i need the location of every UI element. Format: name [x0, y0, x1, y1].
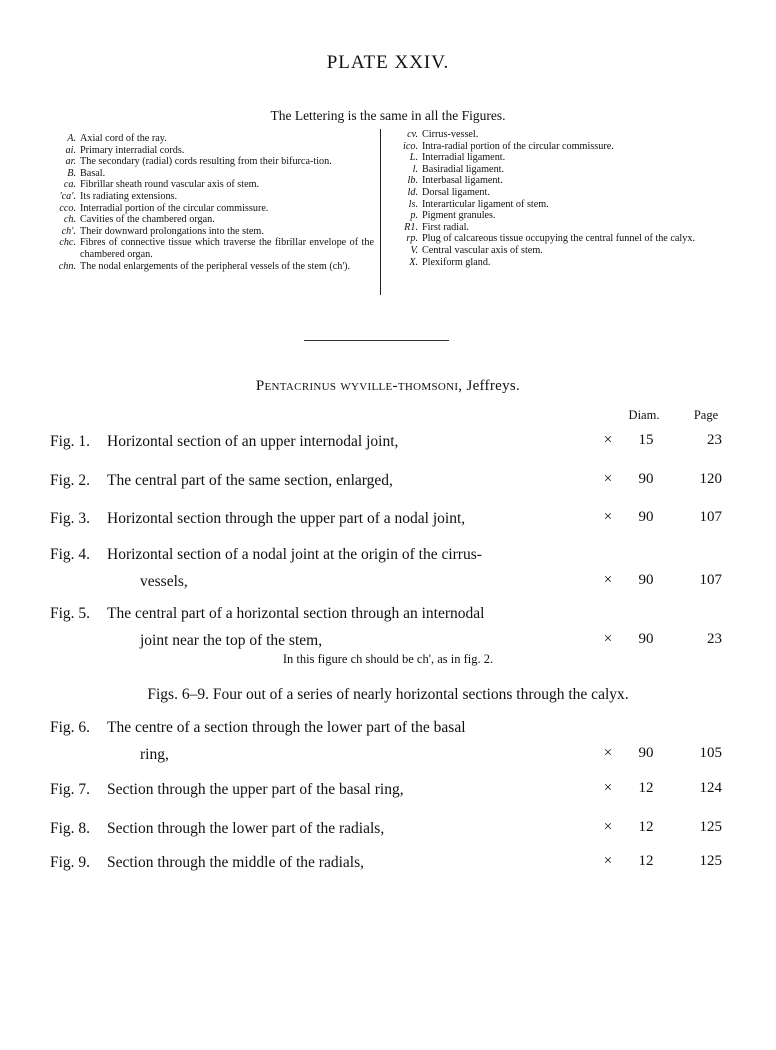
legend-entry: [388, 175, 728, 187]
page-reference: 105: [699, 745, 722, 761]
legend-entry: [46, 237, 374, 260]
figure-caption: [50, 505, 580, 532]
figure-caption: [50, 467, 580, 494]
legend-abbr: chn.: [58, 260, 76, 272]
magnification-value: 90: [638, 509, 654, 525]
legend-desc: Plug of calcareous tissue occupying the central funnel of the calyx.: [422, 233, 695, 245]
legend-desc: Pigment granules.: [422, 210, 496, 222]
legend-abbr: cv.: [407, 129, 418, 140]
legend-entry: [46, 203, 374, 215]
legend-desc: Interradial portion of the circular commissure.: [80, 202, 269, 214]
legend-desc: Dorsal ligament.: [422, 186, 490, 198]
page-reference: 107: [699, 509, 722, 525]
figure-caption: [50, 714, 580, 768]
figure-caption-line: Horizontal section through the upper part of a nodal joint,: [107, 510, 466, 527]
legend-desc: Cavities of the chambered organ.: [80, 214, 215, 226]
legend-entry: [388, 245, 728, 257]
legend-entry: [46, 145, 374, 157]
figure-number: Fig. 6.: [50, 719, 91, 736]
legend-desc: The nodal enlargements of the peripheral vessels of the stem (ch').: [80, 260, 351, 272]
figure-number: Fig. 1.: [50, 433, 91, 450]
figure-number: Fig. 3.: [50, 510, 91, 527]
page-reference: 125: [699, 819, 722, 835]
figure-number: Fig. 7.: [50, 781, 91, 798]
magnification-value: 90: [638, 471, 654, 487]
legend-entry: [388, 199, 728, 211]
multiplier-sign: ×: [603, 572, 613, 588]
legend-abbr: X.: [409, 256, 418, 268]
multiplier-sign: ×: [603, 745, 613, 761]
legend-left-column: [46, 133, 374, 272]
legend-entry: [46, 133, 374, 145]
page-reference: 107: [699, 572, 722, 588]
species-author: Jeffreys.: [466, 378, 521, 394]
legend-desc: Its radiating extensions.: [80, 190, 178, 202]
legend-desc: Axial cord of the ray.: [80, 133, 167, 144]
legend-abbr: lb.: [407, 175, 418, 187]
figure-caption-line: The centre of a section through the lower part of the basal: [107, 719, 466, 736]
legend-abbr: ch'.: [61, 225, 76, 237]
section-rule: [304, 340, 449, 341]
magnification-value: 90: [638, 631, 654, 647]
figure-caption-line: Section through the lower part of the radials,: [107, 820, 385, 837]
multiplier-sign: ×: [603, 432, 613, 448]
page-reference: 125: [699, 853, 722, 869]
legend-entry: [46, 261, 374, 273]
legend-entry: [388, 233, 728, 245]
legend-desc: Basiradial ligament.: [422, 163, 505, 175]
page-reference: 124: [699, 780, 722, 796]
multiplier-sign: ×: [603, 471, 613, 487]
magnification-value: 90: [638, 745, 654, 761]
lettering-heading: The Lettering is the same in all the Figures.: [270, 108, 506, 123]
figure-number: Fig. 5.: [50, 605, 91, 622]
legend-abbr: V.: [410, 244, 418, 256]
multiplier-sign: ×: [603, 853, 613, 869]
legend-desc: Central vascular axis of stem.: [422, 244, 543, 256]
legend-desc: Intra-radial portion of the circular commissure.: [422, 140, 614, 152]
legend-abbr: A.: [67, 133, 76, 144]
legend-abbr: ch.: [63, 214, 76, 226]
legend-abbr: l.: [412, 163, 418, 175]
legend-abbr: B.: [67, 167, 76, 179]
figure-number: Fig. 2.: [50, 472, 91, 489]
legend-entry: [388, 141, 728, 153]
legend-desc: The secondary (radial) cords resulting from their bifurca-tion.: [80, 156, 332, 168]
legend-abbr: ico.: [403, 140, 418, 152]
figure-caption-line: Section through the middle of the radials,: [107, 854, 364, 871]
multiplier-sign: ×: [603, 509, 613, 525]
legend-abbr: ld.: [407, 186, 418, 198]
figure-caption-line: Section through the upper part of the basal ring,: [107, 781, 404, 798]
figure-caption-line: The central part of a horizontal section through an internodal: [107, 605, 485, 622]
legend-desc: Fibrillar sheath round vascular axis of stem.: [80, 179, 260, 191]
legend-abbr: p.: [410, 210, 418, 222]
legend-desc: First radial.: [422, 221, 469, 233]
legend-entry: [388, 129, 728, 141]
legend-desc: Cirrus-vessel.: [422, 129, 479, 140]
multiplier-sign: ×: [603, 780, 613, 796]
figure-caption-continuation: joint near the top of the stem,: [140, 632, 323, 649]
legend-entry: [46, 214, 374, 226]
legend-entry: [388, 222, 728, 234]
species-title: [0, 378, 776, 395]
magnification-value: 12: [638, 853, 654, 869]
figure-caption-continuation: ring,: [140, 746, 169, 763]
legend-desc: Basal.: [80, 167, 106, 179]
figure-number: Fig. 9.: [50, 854, 91, 871]
figs-6-9-heading: Figs. 6–9. Four out of a series of nearly horizontal sections through the calyx.: [147, 686, 629, 703]
legend-desc: Plexiform gland.: [422, 256, 491, 268]
legend-abbr: R1.: [404, 221, 418, 233]
figure-caption: [50, 776, 580, 803]
legend-abbr: ar.: [65, 156, 76, 168]
legend-entry: [46, 226, 374, 238]
figure-caption-continuation: vessels,: [140, 573, 188, 590]
magnification-value: 12: [638, 780, 654, 796]
legend-desc: Their downward prolongations into the stem.: [80, 225, 264, 237]
legend-entry: [46, 168, 374, 180]
figure-caption-line: The central part of the same section, enlarged,: [107, 472, 393, 489]
multiplier-sign: ×: [603, 631, 613, 647]
legend-abbr: rp.: [406, 233, 418, 245]
legend-abbr: 'ca'.: [59, 190, 76, 202]
multiplier-sign: ×: [603, 819, 613, 835]
legend-abbr: chc.: [59, 237, 76, 249]
legend-abbr: ca.: [63, 179, 76, 191]
figure-caption: [50, 541, 580, 595]
figure-caption: [50, 428, 580, 455]
legend-entry: [388, 257, 728, 269]
legend-desc: Interradial ligament.: [422, 152, 506, 164]
figure-number: Fig. 4.: [50, 546, 91, 563]
legend-desc: Interbasal ligament.: [422, 175, 503, 187]
plate-title: PLATE XXIV.: [326, 52, 450, 73]
figure-caption-line: Horizontal section of a nodal joint at the origin of the cirrus-: [107, 546, 482, 563]
magnification-value: 12: [638, 819, 654, 835]
legend-abbr: ls.: [408, 198, 418, 210]
figure-caption: [50, 815, 580, 842]
legend-abbr: ai.: [65, 144, 76, 156]
column-header-page: Page: [693, 408, 719, 422]
legend-entry: [46, 191, 374, 203]
magnification-value: 90: [638, 572, 654, 588]
species-name: Pentacrinus wyville-thomsoni,: [255, 378, 463, 394]
legend-divider: [380, 129, 381, 295]
legend-desc: Interarticular ligament of stem.: [422, 198, 549, 210]
figure-caption: [50, 600, 580, 654]
figure-caption-line: Horizontal section of an upper internodal joint,: [107, 433, 399, 450]
legend-entry: [388, 164, 728, 176]
fig5-note: In this figure ch should be ch', as in fig. 2.: [282, 652, 494, 666]
page-reference: 120: [699, 471, 722, 487]
legend-abbr: L.: [409, 152, 418, 164]
magnification-value: 15: [638, 432, 654, 448]
figure-caption: [50, 849, 580, 876]
legend-entry: [46, 156, 374, 168]
legend-entry: [388, 187, 728, 199]
legend-entry: [46, 179, 374, 191]
legend-desc: Primary interradial cords.: [80, 144, 185, 156]
legend-abbr: cco.: [59, 202, 76, 214]
page-reference: 23: [707, 631, 722, 647]
legend-entry: [388, 152, 728, 164]
column-header-diam: Diam.: [628, 408, 660, 422]
legend-desc: Fibres of connective tissue which traverse the fibrillar envelope of the chambered organ.: [80, 237, 374, 260]
legend-entry: [388, 210, 728, 222]
figure-number: Fig. 8.: [50, 820, 91, 837]
page-reference: 23: [707, 432, 722, 448]
legend-right-column: [388, 129, 728, 268]
